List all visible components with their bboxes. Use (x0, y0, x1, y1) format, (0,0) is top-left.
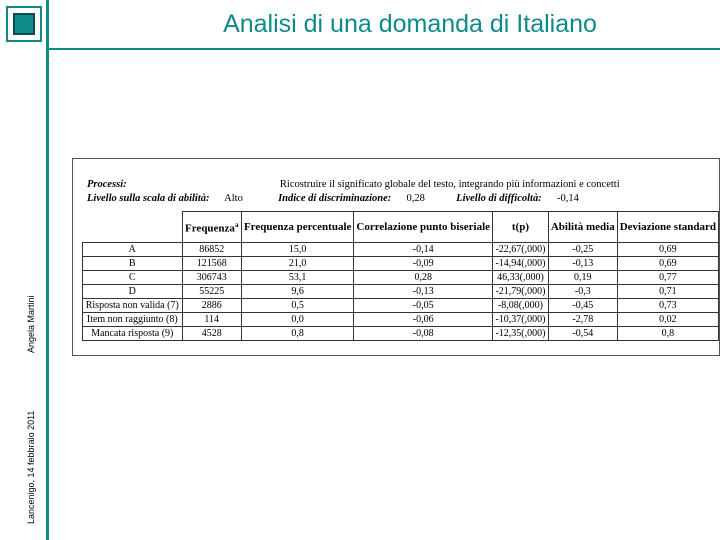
cell-deviazione: 0,69 (617, 243, 718, 257)
cell-frequenza: 121568 (182, 257, 241, 271)
row-label: C (83, 271, 183, 285)
cell-tp: -14,94(,000) (493, 257, 549, 271)
cell-abilita: -0,54 (548, 327, 617, 341)
cell-abilita: -0,45 (548, 299, 617, 313)
cell-correlazione: -0,14 (354, 243, 493, 257)
cell-frequenza: 4528 (182, 327, 241, 341)
row-label: B (83, 257, 183, 271)
cell-deviazione: 0,77 (617, 271, 718, 285)
header-tp: t(p) (493, 212, 549, 243)
cell-percentuale: 21,0 (241, 257, 353, 271)
cell-deviazione: 0,02 (617, 313, 718, 327)
slide-title: Analisi di una domanda di Italiano (223, 10, 597, 38)
cell-percentuale: 53,1 (241, 271, 353, 285)
processi-row (87, 179, 620, 190)
indice-value: 0,28 (406, 193, 425, 204)
table-row (83, 271, 719, 285)
footnote-mark: a (234, 220, 239, 229)
cell-abilita: -2,78 (548, 313, 617, 327)
cell-frequenza: 2886 (182, 299, 241, 313)
cell-frequenza: 114 (182, 313, 241, 327)
slide-logo-icon (6, 6, 42, 42)
footer-label: Lancenigo, 14 febbraio 2011 (26, 410, 36, 524)
cell-deviazione: 0,8 (617, 327, 718, 341)
cell-correlazione: -0,08 (354, 327, 493, 341)
processi-value: Ricostruire il significato globale del testo, integrando più informazioni e concetti (279, 179, 620, 190)
item-analysis-image (72, 158, 720, 356)
parameters-row (87, 193, 579, 204)
header-frequenza-percentuale: Frequenza percentuale (241, 212, 353, 243)
row-label: Item non raggiunto (8) (83, 313, 183, 327)
livello-scala-label: Livello sulla scala di abilità: (87, 193, 210, 204)
table-header-row (83, 212, 719, 243)
cell-tp: -21,79(,000) (493, 285, 549, 299)
processi-label: Processi: (87, 179, 127, 190)
vertical-rule (46, 0, 49, 540)
cell-correlazione: -0,09 (354, 257, 493, 271)
header-blank (83, 212, 183, 243)
header-correlazione: Correlazione punto biseriale (354, 212, 493, 243)
difficolta-value: -0,14 (556, 193, 579, 204)
table-row (83, 243, 719, 257)
cell-percentuale: 0,8 (241, 327, 353, 341)
row-label: D (83, 285, 183, 299)
header-frequenza: Frequenza$^a$ (182, 212, 241, 243)
cell-deviazione: 0,71 (617, 285, 718, 299)
cell-frequenza: 86852 (182, 243, 241, 257)
statistics-table (82, 211, 719, 341)
slide-logo-inner (13, 13, 35, 35)
cell-frequenza: 55225 (182, 285, 241, 299)
cell-abilita: 0,19 (548, 271, 617, 285)
table-row (83, 285, 719, 299)
cell-percentuale: 0,0 (241, 313, 353, 327)
cell-frequenza: 306743 (182, 271, 241, 285)
cell-percentuale: 0,5 (241, 299, 353, 313)
row-label: Risposta non valida (7) (83, 299, 183, 313)
header-deviazione-standard: Deviazione standard (617, 212, 718, 243)
cell-tp: 46,33(,000) (493, 271, 549, 285)
cell-deviazione: 0,73 (617, 299, 718, 313)
header-abilita-media: Abilità media (548, 212, 617, 243)
author-label: Angela Martini (26, 295, 36, 353)
cell-tp: -8,08(,000) (493, 299, 549, 313)
cell-abilita: -0,3 (548, 285, 617, 299)
cell-correlazione: -0,13 (354, 285, 493, 299)
table-row (83, 327, 719, 341)
cell-correlazione: -0,05 (354, 299, 493, 313)
cell-deviazione: 0,69 (617, 257, 718, 271)
cell-tp: -12,35(,000) (493, 327, 549, 341)
table-row (83, 313, 719, 327)
row-label: A (83, 243, 183, 257)
cell-tp: -22,67(,000) (493, 243, 549, 257)
cell-abilita: -0,25 (548, 243, 617, 257)
cell-tp: -10,37(,000) (493, 313, 549, 327)
cell-percentuale: 15,0 (241, 243, 353, 257)
table-row (83, 257, 719, 271)
livello-scala-value: Alto (224, 193, 243, 204)
cell-abilita: -0,13 (548, 257, 617, 271)
table-row (83, 299, 719, 313)
horizontal-rule (46, 48, 720, 50)
indice-label: Indice di discriminazione: (278, 193, 392, 204)
cell-percentuale: 9,6 (241, 285, 353, 299)
cell-correlazione: -0,06 (354, 313, 493, 327)
difficolta-label: Livello di difficoltà: (456, 193, 542, 204)
row-label: Mancata risposta (9) (83, 327, 183, 341)
cell-correlazione: 0,28 (354, 271, 493, 285)
